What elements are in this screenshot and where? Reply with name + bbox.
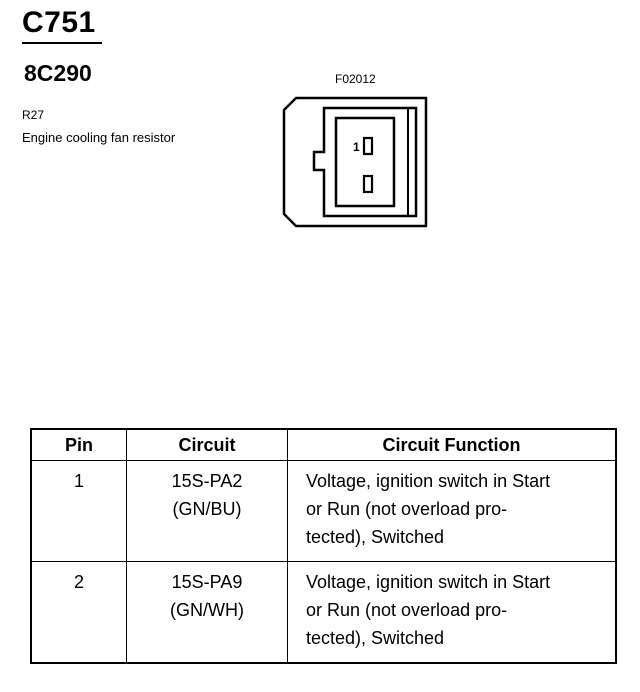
pin-1-label: 1: [353, 140, 360, 154]
function-line: tected), Switched: [306, 627, 445, 648]
header-circuit-function: Circuit Function: [288, 429, 617, 461]
table-header-row: [31, 429, 616, 461]
function-line: tected), Switched: [306, 527, 445, 547]
table-row: [31, 461, 616, 562]
pin-cell: 1: [31, 461, 127, 562]
connector-inner-body: [314, 108, 416, 216]
function-cell: [288, 561, 617, 663]
function-line: or Run (not overload pro-: [306, 599, 508, 620]
component-name: Engine cooling fan resistor: [22, 130, 176, 145]
part-number: 8C290: [24, 60, 92, 86]
header-pin: Pin: [31, 429, 127, 461]
function-line: or Run (not overload pro-: [306, 499, 508, 519]
circuit-code: 15S-PA9: [171, 571, 243, 592]
reference-designator: R27: [22, 108, 45, 122]
circuit-cell: [127, 461, 288, 562]
connector-face-diagram: [280, 94, 430, 230]
pin-2-terminal: [364, 176, 372, 192]
circuit-cell: [127, 561, 288, 663]
figure-code: F02012: [335, 72, 376, 86]
pin-cell: 2: [31, 561, 127, 663]
function-cell: [288, 461, 617, 562]
table-row: [31, 561, 616, 663]
pin-assignment-table: [30, 428, 617, 664]
function-line: Voltage, ignition switch in Start: [306, 571, 551, 592]
circuit-color: (GN/WH): [170, 599, 244, 620]
title-underline: [22, 42, 102, 44]
connector-id: C751: [22, 6, 96, 39]
circuit-color: (GN/BU): [172, 499, 242, 519]
pin-1-terminal: [364, 138, 372, 154]
header-circuit: Circuit: [127, 429, 288, 461]
circuit-code: 15S-PA2: [171, 471, 243, 491]
function-line: Voltage, ignition switch in Start: [306, 471, 551, 491]
